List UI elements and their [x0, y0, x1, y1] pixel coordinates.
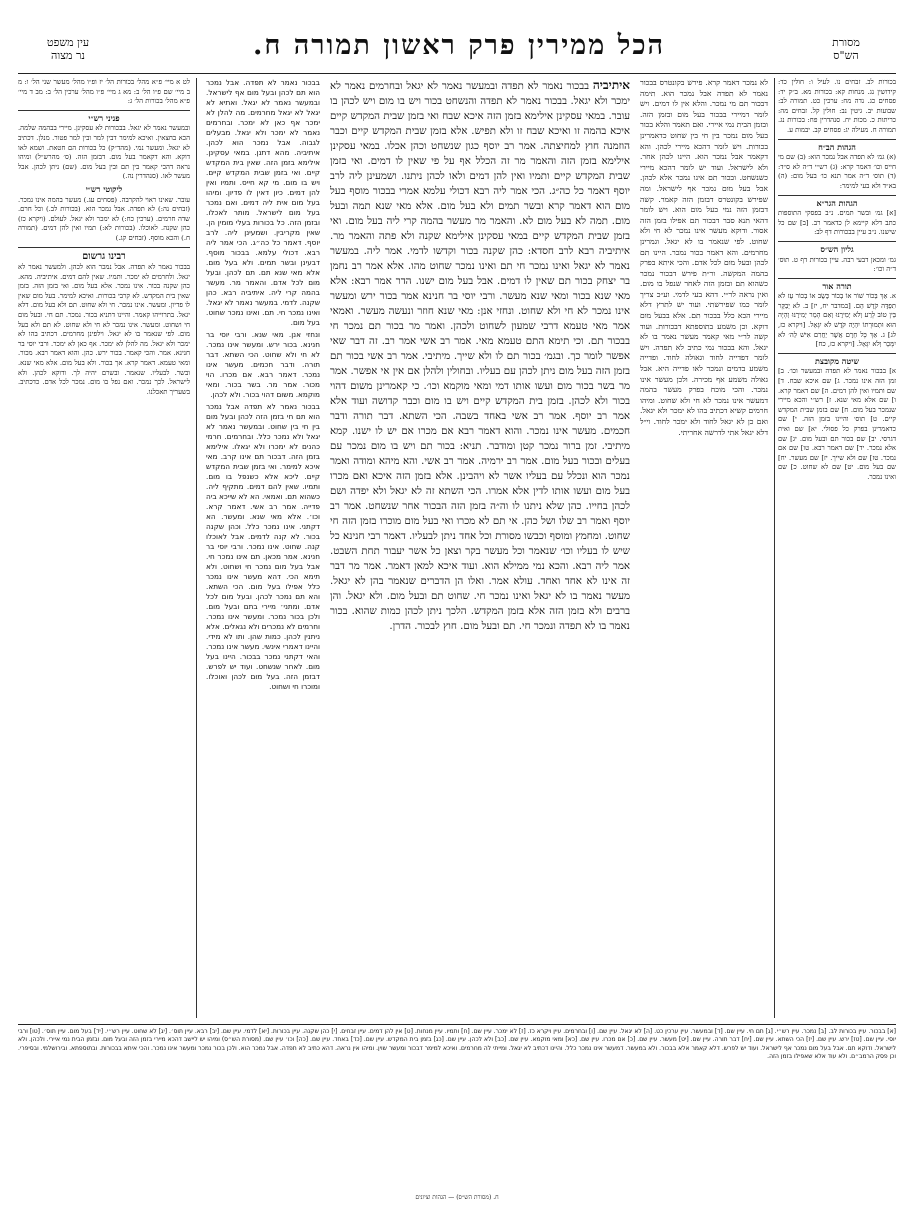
haggahot-gra-title: הגהות הגר״א	[816, 197, 858, 208]
ein-mishpat-items: לט א מיי׳ פ״א מהל׳ בכורות הל׳ יז ופ״ו מהל׳ מעשר שני הל׳ ו: מ ב מיי׳ שם פ״ו הל׳ ב: מא ג מיי׳ פ״ו מהל׳ ערכין הל׳ ב: מב ד מיי׳ פ״א מהל׳ בכורות הל׳ ג:	[18, 78, 190, 106]
haggahot-bach-title: הגהות הב״ח	[818, 141, 856, 152]
left-margin-column	[18, 78, 190, 1018]
gemara-continuation: כהן שלא ניתנו לו וה״ה בזמן הזה הבכור אחר שנשחט. אמר רב יוסף ואמר רב שלו ושל כהן. אי תם לא מכרו ואי בעל מום מוכרו בזמן הזה חי שחוט. ומחמץ ומוסף וכבשו מסורת וכל אחד ניתן לבעליו. דאמר רבי חנינא כל שיש לו בעליו וכו׳ שנאמר וכל מעשר בקר וצאן כל אשר יעבור תחת השבט. אמר ליה רבא. והכא נמי ממילא הוא. ועוד איכא למאן דאמר. אמר מר דבר זה אינו לא אחד ואחד. עולא אמר. ואלו הן הדברים שנאמר בהן לא יגאל. מעשר נאמר בו לא יגאל ואינו נמכר חי. שחוט תם ובעל מום. ולא יגאל. והן ברבים ולא בזמן הזה אלא בזמן המקדש. הלכך ניתן לכהן כמות שהוא. בכור נאמר בו לא תפדה ונמכר חי. תם ובעל מום. חוץ לבכור. הדרן.	[330, 501, 630, 632]
tosafot-text: לא נמכר דאמר קרא. פירש בקונטרס בבכור נאמר לא תפדה אבל נמכר הוא. תימה דבכור תם מי נמכר. והלא אין לו דמים. ויש לומר דמיירי בבכור בעל מום ובזמן הזה. ובזמן הבית נמי איירי. ואם תאמר והלא בכור בעל מום נמכר בין חי בין שחוט כדאמרינן בכורות. ויש לומר דהכא מיירי לכהן. והא דקאמר אבל נמכר הוא. היינו לכהן אחר. ולא לישראל. ועוד יש לומר דהכא מיירי כשנשחט. ובכור תם אינו נמכר אלא לכהן. אבל בעל מום נמכר אף לישראל. ומה שפירש בקונטרס דבזמן הזה קאמר. קשה דבזמן הזה נמי בעל מום הוא. ויש לומר דהאי תנא סבר דבכור תם אפילו בזמן הזה אסור. ודוקא מעשר אינו נמכר לא חי ולא שחוט. לפי שנאמר בו לא יגאל. וגמרינן מחרמים. והא דאמר בכור נמכר. היינו תם לכהן ובעל מום לכל אדם. והכי איתא בפרק בהמה המקשה. ור״ת פירש דבכור נמכר כשהוא תם ובזמן הזה לאחר שנפל בו מום. ואין נראה לר״י. דהא בעי לדמי. וע״כ צריך לומר כמו שפירשתי. ועוד יש לתרץ דלא מיירי הכא כלל בבכור תם. אלא בבעל מום דוקא. וכן משמע בתוספתא דבכורות. ועוד קשה לר״י מאי קאמר מעשר נאמר בו לא יגאל. והא בבכור נמי כתיב לא תפדה. ויש לומר דפדייה לחוד וגאולה לחוד. ופדייה משמע בדמים ונמכר לאו פדייה היא. אבל גאולה משמע אף מכירה. ולכן מעשר אינו נמכר. והכי מוכח בפרק מעשר בהמה דמעשר אינו נמכר לא חי ולא שחוט. ומיהו חרמים קשיא דכתיב בהו לא ימכר ולא יגאל. ואם כן לא יגאל לחוד ולא ימכר לחוד. וי״ל דלא יגאל אתי לדרשה אחריתי.	[640, 78, 768, 437]
right-margin-column	[778, 78, 896, 1018]
left-column-divider	[196, 78, 197, 1018]
tosafot-column	[640, 78, 768, 1018]
page-title: הכל ממירין פרק ראשון תמורה ח.	[252, 30, 666, 61]
gemara-body: בבכור נאמר לא תפדה ובמעשר נאמר לא יגאל ובחרמים נאמר לא ימכר ולא יגאל. בבכור נאמר לא תפדה והנשחט בכור ויש בו מום ויש לכהן בו עובר. במאי עסקינן אילימא בזמן הזה איכא שבח ואי בזמן שבית המקדש קיים איכא בהמה זו ואיכא שבח זו ולא תפיש. אלא בזמן שבית המקדש קיים וכבר הוזמנה חוץ למחיצתה. אמר רב יוסף כגון שנשחט וכהן אכלו. במאי עסקינן אילימא בזמן הזה והאמר מר זה הכלל אף על פי שאין לו דמים. ואי בזמן שבית המקדש קיים ותמיו ואין להן דמים ולאו לכהן ניתנו. ושמעינן ליה לרב יוסף דאמר כל כה״ג. הכי אמר ליה רבא דכולי עלמא אמרי בבכור מוסף בעל מום הוא דאמר קרא ובשר תמים ולא בעל מום. אלא מאי שנא תמה ובעל מום. תמה לא בעל מום לא. והאמר מר מעשר בהמה קרי ליה בעל מום. ואי בזמן שבית המקדש קיים במאי עסקינן אילימא שקנה ולא פתה והאמר מר. איתיביה רבא לרב חסדא: כהן שקנה בכור וקדשו לדמי. אמר ליה. במעשר נאמר לא יגאל ואינו נמכר חי תם ואינו נמכר שחוט מהו. אלא אמר רב נחמן בר יצחק בכור תם שאין לו דמים. אבל בעל מום ישנו. הדר אמר רבא: אלא מאי שנא בכור ומאי שנא מעשר. ורבי יוסי בר חנינא אמר בכור ירש ומעשר אינו נמכר לא חי ולא שחוט. ונחזי אנן: מאי שנא חוזר ונעשה מעשר. ואמאי אמר מאי טעמא דרבי שמעון לשחוט ולכהן. ואמר מר בכור תם נמכר חי בבכור תם. וכי תימא התם טעמא מאי. אמר רב אשי אמר רב. זה דבר שאי אפשר לומר כך. ובגמ׳ בכור תם לו ולא שייך. מיתיבי. אמר רב אשי בכור תם בזמן הזה בעל מום ניתן לכהן עם בעליו. ובחולין ולהלן אם אין אי אפשר. אמר מר בשר בכור מום ועשו אותו דמי ומאי מוקמא וכו׳. כי קאמרינן משום דהוי בכור ולא לכהן. בזמן בית המקדש קיים ויש בו מום וכבר קדושה ועוד אלא אמר רב יוסף. אמר רב אשי באחד בשבה. הכי השתא. דבר תורה ודבר חכמים. מעשר אינו נמכר. והוא דאמר רבא אם מכרו אם יש לו ישנו. קמא מיתיבי. זמן ברור נמכר קטן ומודבר. תניא: בכור תם ויש בו מום נמכר עם בעלים ובכור בעל מום. אמר רב ירמיה. אמר רב אשי. והא מיהא ומודה ואמר נמכר הוא ונכלל עם בעליו אשר לא ויהבינן. אלא בזמן הזה איכא ואם מכרו בעל מום ועשו אותו לדין אלא אמרו. הכי השתא זה לא יגאל ולא יפדה ושם לכהן בחייו.	[330, 81, 630, 512]
likutei-rashi-title: ליקוטי רש״י	[85, 183, 123, 194]
rabbenu-gershom-text: בבכור נאמר לא תפדה. אבל נמכר הוא לכהן. ולמעשר נאמר לא יגאל. ולחרמים לא ימכר. ותמיו. שאין להם דמים. איתיביה. מהא. כהן שקנה בכור. אינו נמכר. אלא בעל מום. ואי בזמן הזה. בזמן שאין בית המקדש. לא קרבי בכורות. ואיכא למימר. בעל מום שאין לו פדיון. ומעשר. אינו נמכר. חי ולא שחוט. תם ולא בעל מום. דלא יגאל. בתרוייהו קאמר. והיינו דתניא בכור. נמכר. תם חי. ובעל מום חי ושחוט. ומעשר. אינו נמכר לא חי ולא שחוט. לא תם ולא בעל מום. לפי שנאמר בו לא יגאל. וילפינן מחרמים. דכתיב בהו לא ימכר ולא יגאל. מה להלן לא ימכר. אף כאן לא ימכר. ורבי יוסי בר חנינא. אמר. והכי קאמר. בכור ירש. כהן. והוא דאמר רבא. מכור. ומאי טעמא. דאמר קרא. אך בכור. ולא בעל מום. אלא מאי שנא. ובשר. לבעליו. שנאמר. ובשרם יהיה לך. ודוקא לכהן. ולא לישראל. לכך נמכר. ואם נפל בו מום. נמכר לכל אדם. כדכתיב. בשעריך תאכלנו.	[18, 263, 190, 396]
rashi-pearls-text: ובמעשר נאמר לא יגאל. בבכורות לא עסקינן. מיירי בבהמה שלמה. הכא בחצאין. ואיכא למימר דבין למר ובין למר פטור. מנלן. דכתיב לא יגאל. ומעשר נמי. (מהד״ק) כל בכורות הם חטאת. ושמא לאו דוקא. והא דקאמר בעל מום. דבזמן הזה. (ס׳ מהרש״ל) ומיהו נראה דהכי קאמר בין תם ובין בעל מום. (שם) ניתן לכהן. אבל מעשר לאו. (סנהדרין נה.)	[18, 124, 190, 181]
shita-title: שיטה מקובצת	[815, 355, 859, 366]
footnote-rule	[18, 1024, 896, 1025]
bottom-line: ח. (מסורת הש״ס) — הגהות וציונים	[415, 1194, 499, 1201]
haggahot-bach-text: (א) גמ׳ לא תפדה אבל נמכר הוא: (ב) שם מי חייס וכו׳ דאמר קרא: (ג) רש״י ד״ה לא ס״ד: (ד) תוס׳ ד״ה אמר תנא כו׳ בעל מום: (ה) בא״ד ולא בעי למימר:	[778, 153, 896, 190]
shita-text: א] בבכור נאמר לא תפדה ובמעשר וכו׳. ב] זמן הזה אינו נמכר. ג] שם איכא שבח. ד] שם ותמיו ואין להן דמים. ה] שם דאמר קרא. ו] שם אלא מאי שנא. ז] רש״י והכא מיירי שנמכר בעל מום. ח] שם בזמן שבית המקדש קיים. ט] תוס׳ והיינו בזמן הזה. י] שם כדאמרינן בפרק כל פסולי. יא] שם ואית דגרסי. יב] שם בכור תם ובעל מום. יג] שם אלא נמכר. יד] שם דאמר רבא. טו] שם אם נמכר. טז] שם ולא שייך. יז] שם מעשר. יח] שם בעל מום. יט] שם לא שחוט. כ] שם ואינו נמכר.	[778, 367, 896, 481]
header-rule	[18, 73, 896, 74]
page-header	[0, 30, 914, 70]
right-column-divider	[774, 78, 775, 1018]
gilyon-title: גליון הש״ס	[820, 243, 854, 254]
torah-or-title: תורה אור	[822, 280, 852, 291]
rashi-text: בבכור נאמר לא תפדה. אבל נמכר הוא תם לכהן ובעל מום אף לישראל. ובמעשר נאמר לא יגאל. ואתיא לא יגאל לא יגאל מחרמים. מה להלן לא ימכר אף כאן לא ימכר. ובחרמים נאמר לא ימכר ולא יגאל. מבעלים לגבוה. אבל נמכר הוא לכהן. איתיביה. מהא דתנן. במאי עסקינן. אילימא בזמן הזה. שאין בית המקדש קיים. ואי בזמן שבית המקדש קיים. ויש בו מום. מי קא חייס. ותמיו ואין להן דמים. כיון דאין לו פדיון. ומיהו בעל מום אית ליה דמים. ואם נמכר בעל מום לישראל. מותר לאכלו. ובזמן הזה. כל בכורות בעלי מומין הן. שאין מקריבין. ושמעינן ליה. לרב יוסף. דאמר כל כה״ג. הכי אמר ליה רבא. דכולי עלמא. בבכור מוסף. דבעינן ובשר תמים. ולא בעל מום. אלא מאי שנא תם. תם לכהן. ובעל מום לכל אדם. והאמר מר. מעשר בהמה קרי ליה. איתיביה רבא. כהן שקנה. לדמי. במעשר נאמר לא יגאל. ואינו נמכר חי. תם. ואינו נמכר שחוט. בעל מום.	[206, 78, 320, 327]
likutei-rashi-text: עובר. שאינו ראוי להקרבה. (פסחים עג.) מעשר בהמה אינו נמכר. (זבחים נה:) לא תפדה. אבל נמכר הוא. (בכורות לב.) וכל חרם. שדה חרמים. (ערכין כח:) לא ימכר ולא יגאל. לעולם. (ויקרא כז) כהן שקנה. לאוכלו. (בכורות לא:) תמיו ואין להן דמים. (תמורה ח.) והכא מוסף. (זבחים קג.)	[18, 195, 190, 242]
gilyon-text: גמ׳ ומכאן דבעי רבה. עיין בכורות דף ט. תוס׳ ד״ה וכו׳:	[778, 255, 896, 274]
rashi-section-text: בבכור נאמר לא תפדה אבל נמכר הוא תם חי בזמן הזה לכהן ובעל מום בין חי בין שחוט. ובמעשר נאמר לא יגאל ולא נמכר כלל. ובחרמים. חרמי כהנים לא ימכרו ולא יגאלו. אילימא בזמן הזה. דבכור תם אינו קרב. מאי איכא למימר. ואי בזמן שבית המקדש קיים. ליכא אלא כשנפל בו מום. ותמיו. שאין להם דמים. מתקיף ליה. כשהוא תם. ואמאי. הא לא שייכא ביה פדייה. אמר רב אשי. דאמר קרא. וכו׳. אלא מאי שנא. ומעשר. הא דקתני. אינו נמכר כלל. וכהן שקנה בכור. לא קנה לדמים. אבל לאוכלו קנה. שחוט. אינו נמכר. ורבי יוסי בר חנינא. אמר מכאן. תם אינו נמכר חי. אבל בעל מום נמכר חי ושחוט. ולא תימא הכי. דהא מעשר אינו נמכר כלל אפילו בעל מום. הכי השתא. והא תם נמכר לכהן. ובעל מום לכל אדם. ומתני׳ מיירי בתם ובעל מום. ולכן בכור נמכר. ומעשר אינו נמכר. וחרמים לא נמכרים ולא נגאלים. אלא ניתנין לכהן. כמות שהן. ותו לא מידי. והיינו דאמרי אינשי. מעשר אינו נמכר. והאי דקתני נמכר בבכור. היינו בעל מום. לאחר שנשחט. ועוד יש לפרש. דבזמן הזה. בעל מום לכהן ואוכלו. ומוכרו חי ושחוט.	[206, 402, 320, 691]
opening-word: איתיביה	[592, 78, 630, 92]
masoret-header-label: מסורת הש"ס	[832, 36, 860, 62]
masoret-references: בכורות לב. זבחים נו. לעיל ו: חולין כד: קידושין נג. מנחות קא: בכורות מא. ב״ק יד: פסחים כג. נדה מח: ערכין כט. תמורה לב: שבועות יב. גיטין נב: חולין קל. זבחים מה: כריתות כ. מכות יח. סנהדרין פח: בכורות נג. תמורה ח. מעילה יג: פסחים קב. יבמות ע.	[778, 78, 896, 134]
rashi-column	[206, 78, 320, 1018]
rashi-text-continued: ונחזי אנן. מאי שנא. ורבי יוסי בר חנינא. בכור ירש. ומעשר אינו נמכר. לא חי ולא שחוט. הכי השתא. דבר תורה. ודבר חכמים. מעשר אינו נמכר. דאמר רבא. אם מכרו. הוי מכור. אמר מר. בשר בכור. ומאי מוקמא. משום דהוי בכור. ולא לכהן.	[206, 330, 320, 399]
torah-or-text: א. אַךְ בְּכוֹר שׁוֹר אוֹ בְכוֹר כֶּשֶׂב אוֹ בְכוֹר עֵז לֹא תִפְדֶּה קֹדֶשׁ הֵם. [במדבר יח, יז] ב. לֹא יְבַקֵּר בֵּין טוֹב לָרַע וְלֹא יְמִירֶנּוּ וְאִם הָמֵר יְמִירֶנּוּ וְהָיָה הוּא וּתְמוּרָתוֹ יִהְיֶה קֹּדֶשׁ לֹא יִגָּאֵל. [ויקרא כז, לג] ג. אַךְ כָּל חֵרֶם אֲשֶׁר יַחֲרִם אִישׁ לַה׳ לֹא יִמָּכֵר וְלֹא יִגָּאֵל. [ויקרא כז, כח]	[778, 292, 896, 349]
rashi-pearls-title: פניני רש״י	[88, 112, 120, 123]
footnotes: [א] בבכור. עיין בכורות לב. [ב] נמכר. עיין רש״י. [ג] תם חי. עיין שם. [ד] ובמעשר. עיין ערכין כט. [ה] לא יגאל. עיין שם. [ו] ובחרמים. עיין ויקרא כז. [ז] לא ימכר. עיין שם. [ח] ותמיו. עיין מנחות. [ט] אין להן דמים. עיין זבחים. [י] כהן שקנה. עיין בכורות. [יא] לדמי. עיין שם. [יב] רבא. עיין תוס׳. [יג] לא שחוט. עיין רש״י. [יד] בעל מום. עיין תוס׳. [טו] ורבי יוסי. עיין שם. [טז] ירש. עיין שם. [יז] הכי השתא. עיין שם. [יח] דבר תורה. עיין שם. [יט] מעשר. עיין שם. [כ] אם מכרו. עיין שם. [כא] ומאי מוקמא. עיין שם. [כב] ולא לכהן. עיין שם. [כג] בזמן בית המקדש. עיין שם. [כד] באחד. עיין שם. [כה] וכו׳ עיין שם. (מסורת הש״ס) ומיהו יש ליישב דהכא מיירי בזמן הזה ובעל מום. ובזמן הבית נמי איירי. ולכהן. ולא לישראל. ודוקא תם. אבל בעל מום נמכר אף לישראל. ועוד יש לפרש. דלא קאמר אלא בבכור. ולא במעשר. דמעשר אינו נמכר כלל. והיינו דכתיב לא יגאל. ומייתי לה מחרמים. ואיכא למימר דבכור ומעשר שוין. ומיהו אין נראה. דהא כתיב לא תפדה. אבל נמכר הוא. ולכן בכור נמכר ומעשר אינו נמכר. והכי איתא בבכורות. ובתוספתא. ובירושלמי. ובסיפרי. וכן פסק הרמב״ם. ולא עוד אלא שאפילו בזמן הזה.	[18, 1028, 896, 1061]
gemara-main-text	[330, 78, 630, 1018]
haggahot-gra-text: [א] גמ׳ ובשר תמים. נ״ב בפסקי התוספות כתב דלא קיימא לן כדאמר רב. [ב] שם כל שישנו. נ״ב עיין בבכורות דף לב:	[778, 209, 896, 237]
rabbenu-gershom-title: רבינו גרשום	[82, 250, 126, 262]
ein-mishpat-header-label: עין משפט נר מצוה	[46, 36, 90, 62]
